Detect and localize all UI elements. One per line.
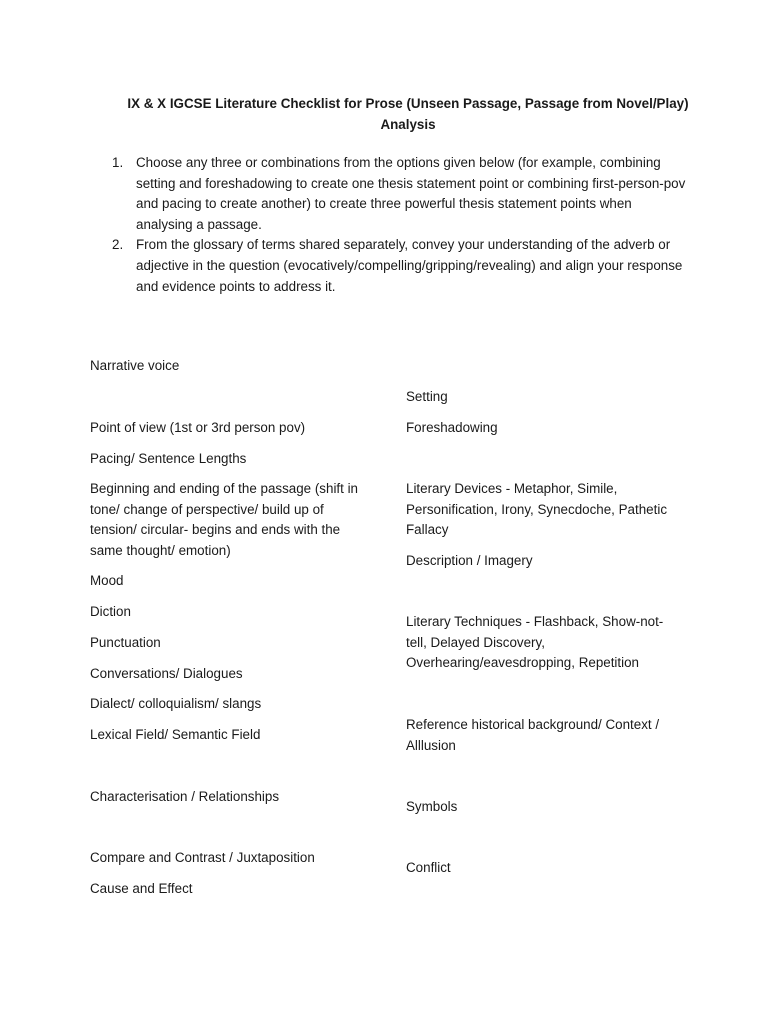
checklist-item-symbols: Symbols bbox=[406, 799, 458, 814]
checklist-item-diction: Diction bbox=[90, 604, 131, 619]
checklist-item-foreshadowing: Foreshadowing bbox=[406, 420, 498, 435]
instruction-item bbox=[90, 235, 690, 297]
checklist-item-literary-techniques: Literary Techniques - Flashback, Show-not-tell, Delayed Discovery, Overhearing/eavesdropping, Repetition bbox=[406, 614, 664, 671]
checklist-item-cause-effect: Cause and Effect bbox=[90, 881, 193, 896]
checklist-item-conflict: Conflict bbox=[406, 860, 451, 875]
checklist-item-point-of-view: Point of view (1st or 3rd person pov) bbox=[90, 420, 306, 435]
title-line-2: Analysis bbox=[380, 117, 436, 132]
checklist-item-description-imagery: Description / Imagery bbox=[406, 553, 533, 568]
checklist-item-conversations: Conversations/ Dialogues bbox=[90, 666, 243, 681]
checklist-item-beginning-ending: Beginning and ending of the passage (shift in tone/ change of perspective/ build up of tension/ circular- begins and ends with the same thought/ emotion) bbox=[90, 481, 359, 558]
checklist-item-pacing: Pacing/ Sentence Lengths bbox=[90, 451, 247, 466]
checklist-item-mood: Mood bbox=[90, 573, 124, 588]
checklist-item-setting: Setting bbox=[406, 389, 448, 404]
document-title bbox=[120, 93, 696, 135]
instructions-list bbox=[90, 153, 690, 297]
checklist-item-literary-devices: Literary Devices - Metaphor, Simile, Personification, Irony, Synecdoche, Pathetic Fallacy bbox=[406, 481, 668, 538]
instruction-item bbox=[90, 153, 690, 235]
instruction-number: 2. bbox=[112, 237, 124, 253]
instruction-text: Choose any three or combinations from the options given below (for example, combining setting and foreshadowing to create one thesis statement point or combining first-person-pov and pacing to create another) to create three powerful thesis statement points when analysing a passage. bbox=[136, 155, 686, 232]
checklist-item-historical-background: Reference historical background/ Context / Alllusion bbox=[406, 717, 660, 753]
checklist-item-characterisation: Characterisation / Relationships bbox=[90, 789, 280, 804]
checklist-item-punctuation: Punctuation bbox=[90, 635, 161, 650]
checklist-item-narrative-voice: Narrative voice bbox=[90, 358, 180, 373]
instruction-number: 1. bbox=[112, 155, 124, 170]
checklist-item-dialect: Dialect/ colloquialism/ slangs bbox=[90, 696, 262, 711]
checklist-item-lexical-field: Lexical Field/ Semantic Field bbox=[90, 727, 261, 742]
title-line-1: IX & X IGCSE Literature Checklist for Prose (Unseen Passage, Passage from Novel/Play) bbox=[127, 96, 689, 111]
checklist-item-compare-contrast: Compare and Contrast / Juxtaposition bbox=[90, 850, 315, 865]
instruction-text: From the glossary of terms shared separately, convey your understanding of the adverb or adjective in the question (evocatively/compelling/gripping/revealing) and align your response and evidence points to address it. bbox=[136, 237, 683, 294]
